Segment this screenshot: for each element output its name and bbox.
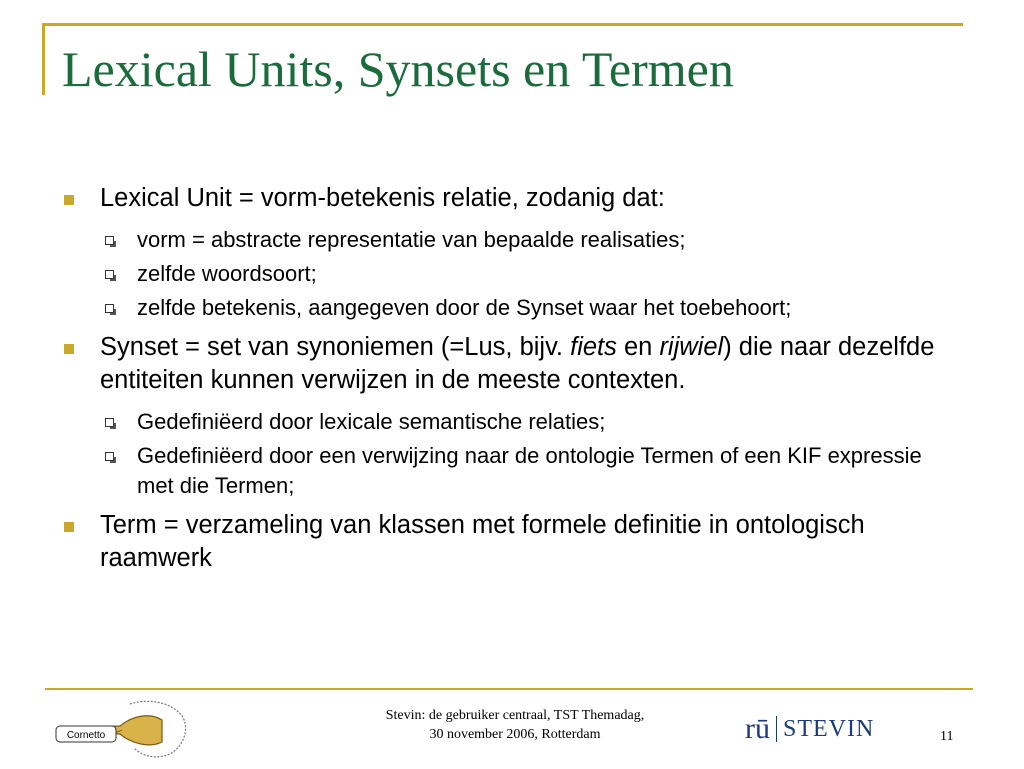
sub-bullet-text: Gedefiniëerd door een verwijzing naar de ontologie Termen of een KIF expressie met die Termen; <box>137 443 922 498</box>
stevin-logo <box>745 714 874 744</box>
page-number: 11 <box>940 729 954 744</box>
footer-line-2: 30 november 2006, Rotterdam <box>429 727 601 742</box>
sub-bullet-text: vorm = abstracte representatie van bepaalde realisaties; <box>137 227 686 252</box>
footer-line-1: Stevin: de gebruiker centraal, TST Themadag, <box>385 708 645 723</box>
sub-bullet-text: zelfde betekenis, aangegeven door de Synset waar het toebehoort; <box>137 295 792 320</box>
sub-list-lexical-unit <box>58 225 958 323</box>
bullet-term <box>58 509 958 575</box>
footer-text <box>330 706 700 744</box>
stevin-wordmark: STEVIN <box>783 715 875 742</box>
footer-divider <box>45 688 973 690</box>
cornetto-logo <box>50 696 200 764</box>
checkbox-bullet-icon <box>105 452 114 461</box>
sub-bullet-text: Gedefiniëerd door lexicale semantische relaties; <box>137 409 606 434</box>
bullet-text: Term = verzameling van klassen met formele definitie in ontologisch raamwerk <box>100 511 865 572</box>
slide-title: Lexical Units, Synsets en Termen <box>62 41 734 97</box>
square-bullet-icon <box>64 195 74 205</box>
italic-word-rijwiel: rijwiel <box>659 333 724 361</box>
bullet-text-part: Synset = set van synoniemen (=Lus, bijv. <box>100 333 571 361</box>
italic-word-fiets: fiets <box>570 333 617 361</box>
sub-bullet <box>58 225 958 255</box>
sub-bullet-text: zelfde woordsoort; <box>137 261 317 286</box>
checkbox-bullet-icon <box>105 304 114 313</box>
checkbox-bullet-icon <box>105 270 114 279</box>
bullet-lexical-unit <box>58 182 958 215</box>
sub-list-synset <box>58 407 958 501</box>
bullet-synset <box>58 331 958 397</box>
checkbox-bullet-icon <box>105 236 114 245</box>
sub-bullet <box>58 259 958 289</box>
bullet-text: Lexical Unit = vorm-betekenis relatie, zodanig dat: <box>100 184 665 212</box>
slide-content <box>58 182 958 585</box>
bullet-text-part: ) die naar dezelfde entiteiten kunnen verwijzen in de meeste contexten. <box>100 333 935 394</box>
sub-bullet <box>58 407 958 437</box>
ru-mark: rū <box>745 712 770 745</box>
square-bullet-icon <box>64 344 74 354</box>
checkbox-bullet-icon <box>105 418 114 427</box>
sub-bullet <box>58 293 958 323</box>
bullet-text-part: en <box>616 333 660 361</box>
square-bullet-icon <box>64 522 74 532</box>
frame-left-line <box>42 23 45 95</box>
sub-bullet <box>58 441 958 501</box>
frame-top-line <box>42 23 963 26</box>
cornetto-label: Cornetto <box>66 730 106 741</box>
stevin-divider <box>776 716 777 742</box>
